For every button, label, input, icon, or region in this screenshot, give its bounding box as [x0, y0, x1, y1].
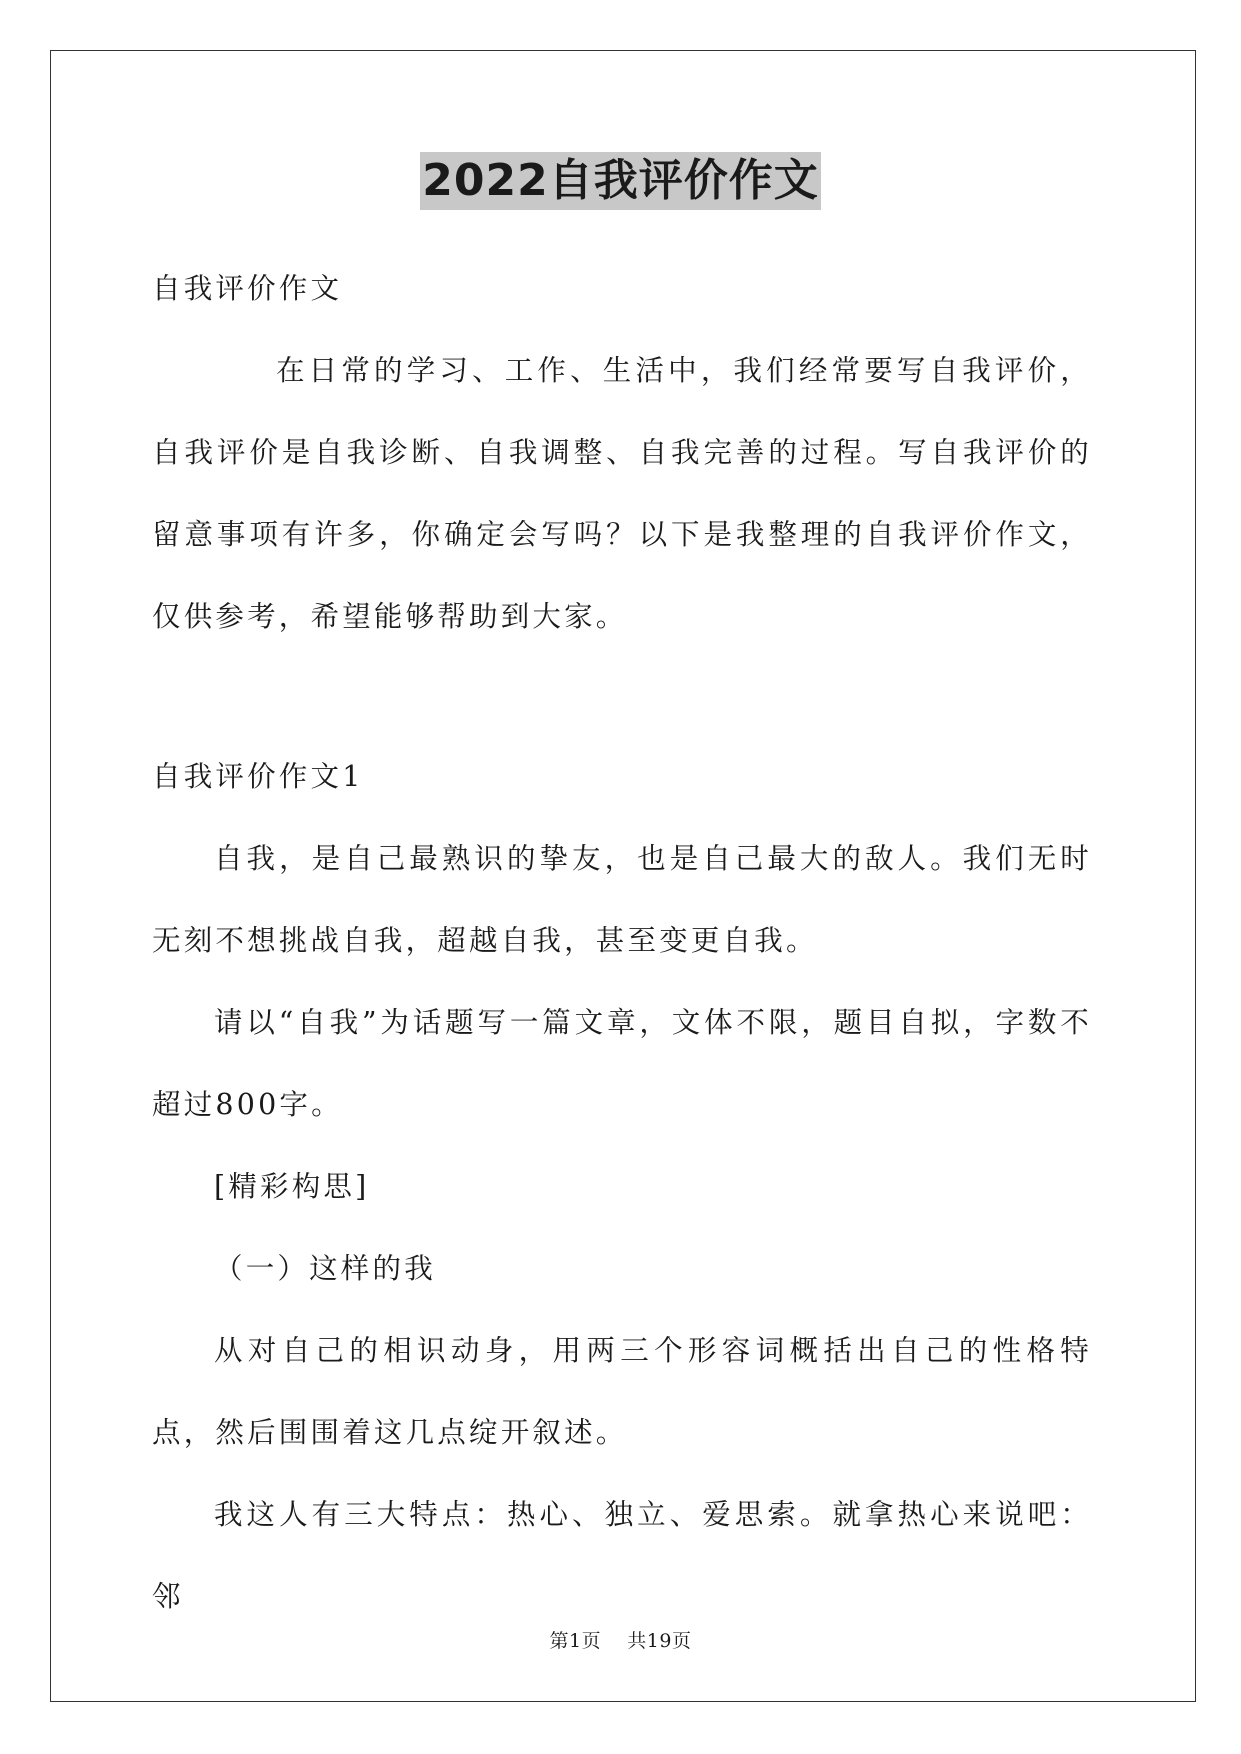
document-body: [152, 248, 1092, 1638]
section-heading: 自我评价作文1: [152, 760, 364, 793]
body-paragraph: 从对自己的相识动身，用两三个形容词概括出自己的性格特点，然后围围着这几点绽开叙述。: [152, 1334, 1092, 1449]
page-number: 第1页: [549, 1630, 602, 1652]
intro-paragraph: 在日常的学习、工作、生活中，我们经常要写自我评价，自我评价是自我诊断、自我调整、自我完善的过程。写自我评价的留意事项有许多，你确定会写吗？以下是我整理的自我评价作文，仅供参考，希望能够帮助到大家。: [152, 354, 1092, 633]
title-block: [0, 152, 1241, 210]
body-paragraph: （一）这样的我: [214, 1252, 436, 1285]
page-footer: [0, 1626, 1241, 1653]
body-paragraph: 自我，是自己最熟识的挚友，也是自己最大的敌人。我们无时无刻不想挑战自我，超越自我，甚至变更自我。: [152, 842, 1092, 957]
body-paragraph: 请以“自我”为话题写一篇文章，文体不限，题目自拟，字数不超过800字。: [152, 1006, 1092, 1121]
document-title: 2022自我评价作文: [420, 152, 820, 210]
body-paragraph: [精彩构思]: [214, 1170, 370, 1203]
page-total: 共19页: [627, 1630, 692, 1652]
body-paragraph: 我这人有三大特点：热心、独立、爱思索。就拿热心来说吧：邻: [152, 1498, 1092, 1613]
subtitle: 自我评价作文: [152, 272, 343, 305]
